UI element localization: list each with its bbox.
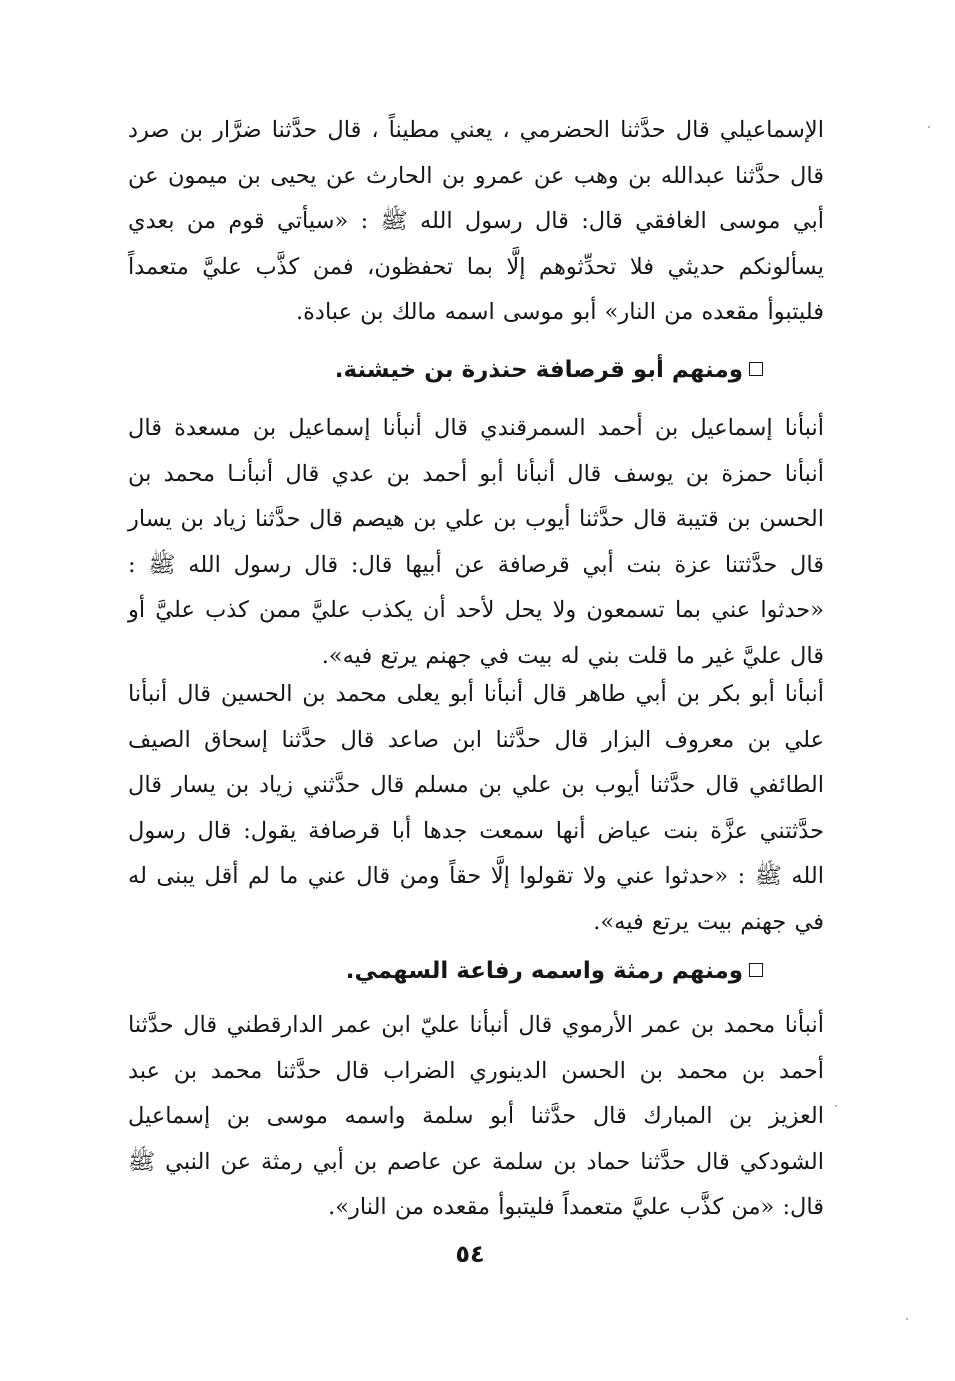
section-heading — [346, 958, 763, 984]
paragraph-block-2 — [128, 406, 824, 679]
section-heading-text: ومنهم أبو قرصافة حنذرة بن خيشنة. — [334, 357, 743, 383]
paragraph: أنبأنا أبو بكر بن أبي طاهر قال أنبأنا أبو يعلى محمد بن الحسين قال أنبأنا علي بن معروف البزار قال حدَّثنا ابن صاعد قال حدَّثنا إسحاق الصيف الطائفي قال حدَّثنا أيوب بن علي بن مسلم قال حدَّثني زياد بن يسار قال حدَّثتني عزَّة بنت عياض أنها سمعت جدها أبا قرصافة يقول: قال رسول الله ﷺ : «حدثوا عني ولا تقولوا إلَّا حقاً ومن قال عني ما لم أقل يبنى له في جهنم بيت يرتع فيه». — [128, 681, 824, 935]
paragraph: أنبأنا إسماعيل بن أحمد السمرقندي قال أنبأنا إسماعيل بن مسعدة قال أنبأنا حمزة بن يوسف قال أنبأنا أبو أحمد بن عدي قال أنبأنـا محمد بن الحسن بن قتيبة قال حدَّثنا أيوب بن علي بن هيصم قال حدَّثنا زياد بن يسار قال حدَّثتنا عزة بنت أبي قرصافة عن أبيها قال: قال رسول الله ﷺ : «حدثوا عني بما تسمعون ولا يحل لأحد أن يكذب عليَّ ممن كذب عليَّ أو قال عليَّ غير ما قلت بني له بيت في جهنم يرتع فيه». — [128, 415, 824, 669]
paragraph-block-3 — [128, 672, 824, 945]
scan-speck — [928, 126, 930, 128]
section-heading-text: ومنهم رمثة واسمه رفاعة السهمي. — [345, 958, 743, 984]
paragraph: أنبأنا محمد بن عمر الأرموي قال أنبأنا عليّ ابن عمر الدارقطني قال حدَّثنا أحمد بن محمد بن الحسن الدينوري الضراب قال حدَّثنا محمد بن عبد العزيز بن المبارك قال حدَّثنا أبو سلمة واسمه موسى بن إسماعيل الشودكي قال حدَّثنا حماد بن سلمة عن عاصم بن أبي رمثة عن النبي ﷺ قال: «من كذَّب عليَّ متعمداً فليتبوأ مقعده من النار». — [128, 1012, 824, 1220]
page-number: ٥٤ — [455, 1240, 485, 1268]
square-bullet-icon — [749, 963, 763, 977]
paragraph-block-4 — [128, 1003, 824, 1231]
square-bullet-icon — [749, 362, 763, 376]
paragraph: الإسماعيلي قال حدَّثنا الحضرمي ، يعني مطيناً ، قال حدَّثنا ضرَّار بن صرد قال حدَّثنا عبدالله بن وهب عن عمرو بن الحارث عن يحيى بن ميمون عن أبي موسى الغافقي قال: قال رسول الله ﷺ : «سيأتي قوم من بعدي يسألونكم حديثي فلا تحدِّثوهم إلَّا بما تحفظون، فمن كذَّب عليَّ متعمداً فليتبوأ مقعده من النار» أبو موسى اسمه مالك بن عبادة. — [128, 117, 824, 325]
section-heading — [335, 357, 763, 383]
scan-speck — [835, 1105, 837, 1107]
paragraph-block-1 — [128, 108, 824, 336]
scan-speck — [906, 1318, 908, 1320]
